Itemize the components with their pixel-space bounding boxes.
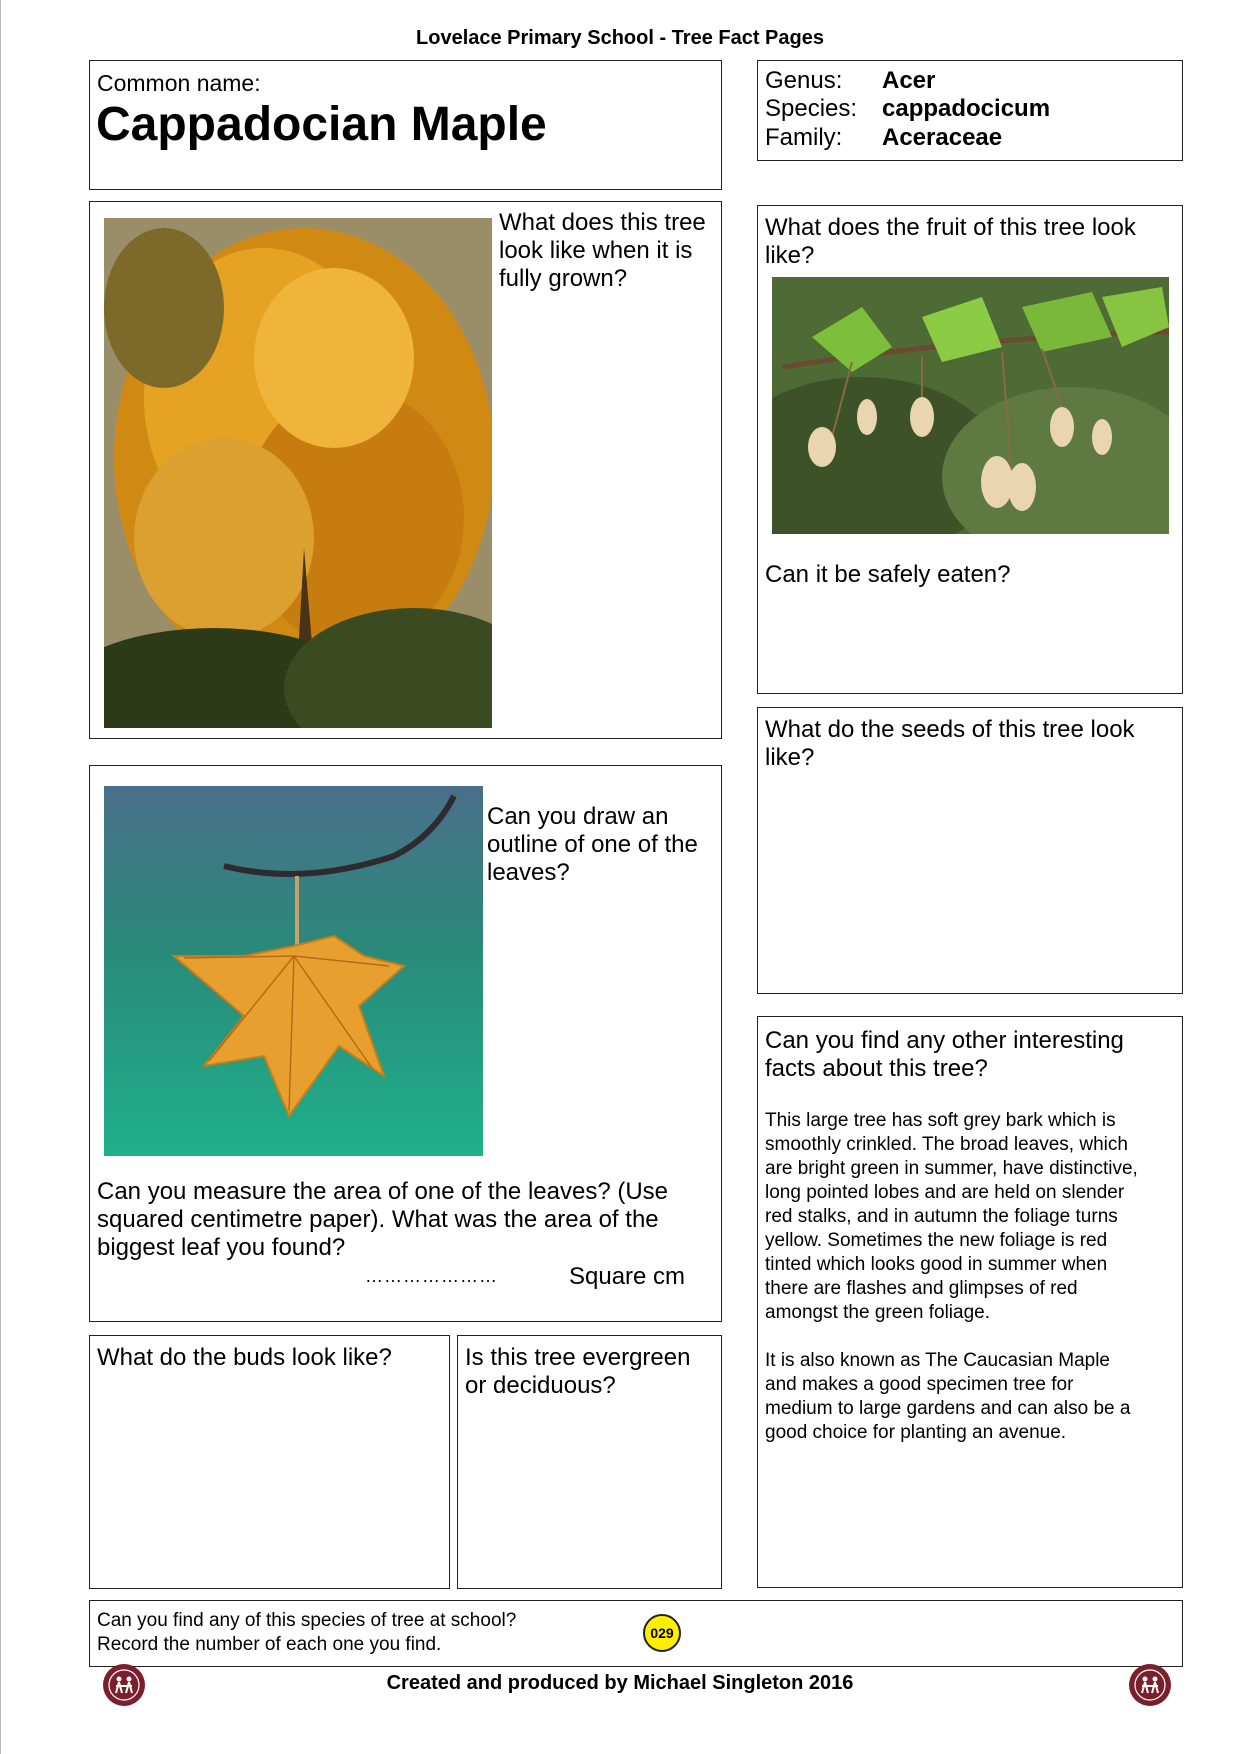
- evergreen-question-1: Is this tree evergreen: [465, 1344, 691, 1371]
- facts-question-1: Can you find any other interesting: [765, 1027, 1124, 1054]
- genus-label: Genus:: [765, 67, 843, 94]
- facts-paragraph-1: [765, 1109, 1138, 1325]
- facts-line: medium to large gardens and can also be a: [765, 1398, 1131, 1419]
- facts-line: tinted which looks good in summer when: [765, 1254, 1108, 1275]
- autumn-maple-tree-photo: [104, 218, 492, 728]
- buds-box: [89, 1335, 450, 1589]
- page-number-badge: 029: [643, 1614, 681, 1652]
- fruit-question-1: What does the fruit of this tree look: [765, 214, 1136, 241]
- leaf-outline-question-2: outline of one of the: [487, 831, 698, 858]
- facts-paragraph-2: [765, 1349, 1130, 1445]
- fully-grown-question-1: What does this tree: [499, 209, 706, 236]
- seeds-box: [757, 707, 1183, 994]
- taxonomy-box: [757, 60, 1183, 161]
- facts-question-2: facts about this tree?: [765, 1055, 988, 1082]
- facts-line: there are flashes and glimpses of red: [765, 1278, 1078, 1299]
- leaf-area-dots: …………………: [365, 1266, 498, 1286]
- footer-credit: Created and produced by Michael Singleton 2016: [386, 1672, 854, 1694]
- buds-question: What do the buds look like?: [97, 1344, 392, 1371]
- leaf-outline-question-3: leaves?: [487, 859, 570, 886]
- maple-fruit-samaras-photo: [772, 277, 1169, 534]
- fruit-question-2: like?: [765, 242, 815, 269]
- leaf-area-unit: Square cm: [569, 1263, 686, 1290]
- facts-line: It is also known as The Caucasian Maple: [765, 1350, 1110, 1371]
- species-label: Species:: [765, 95, 858, 122]
- seeds-question-1: What do the seeds of this tree look: [765, 716, 1135, 743]
- fruit-box: [757, 205, 1183, 694]
- evergreen-box: [457, 1335, 722, 1589]
- school-question-2: Record the number of each one you find.: [97, 1634, 442, 1655]
- leaf-box: [89, 765, 722, 1322]
- fruit-eaten-question: Can it be safely eaten?: [765, 561, 1011, 588]
- common-name: Cappadocian Maple: [96, 98, 547, 151]
- facts-box: [757, 1016, 1183, 1588]
- leaf-measure-line-3: biggest leaf you found?: [97, 1234, 346, 1261]
- facts-line: smoothly crinkled. The broad leaves, which: [765, 1134, 1128, 1155]
- genus-value: Acer: [882, 67, 936, 94]
- school-count-box: [89, 1600, 1183, 1667]
- fully-grown-question-2: look like when it is: [499, 237, 693, 264]
- page-edge: [0, 0, 1, 1754]
- facts-line: are bright green in summer, have distinctive,: [765, 1158, 1138, 1179]
- common-name-box: [89, 60, 722, 190]
- common-name-label: Common name:: [97, 70, 261, 96]
- maple-leaf-photo: [104, 786, 483, 1156]
- leaf-measure-line-2: squared centimetre paper). What was the area of the: [97, 1206, 659, 1233]
- page-header: Lovelace Primary School - Tree Fact Pages: [416, 27, 824, 49]
- facts-line: yellow. Sometimes the new foliage is red: [765, 1230, 1108, 1251]
- leaf-outline-question-1: Can you draw an: [487, 803, 669, 830]
- facts-line: long pointed lobes and are held on slender: [765, 1182, 1125, 1203]
- fully-grown-question-3: fully grown?: [499, 265, 628, 292]
- evergreen-question-2: or deciduous?: [465, 1372, 616, 1399]
- facts-line: good choice for planting an avenue.: [765, 1422, 1067, 1443]
- facts-line: and makes a good specimen tree for: [765, 1374, 1074, 1395]
- family-value: Aceraceae: [882, 124, 1003, 151]
- species-value: cappadocicum: [882, 95, 1051, 122]
- school-question-1: Can you find any of this species of tree at school?: [97, 1610, 517, 1631]
- family-label: Family:: [765, 124, 843, 151]
- facts-line: red stalks, and in autumn the foliage turns: [765, 1206, 1118, 1227]
- facts-line: This large tree has soft grey bark which is: [765, 1110, 1116, 1131]
- fully-grown-box: [89, 201, 722, 739]
- leaf-measure-line-1: Can you measure the area of one of the leaves? (Use: [97, 1178, 669, 1205]
- seeds-question-2: like?: [765, 744, 815, 771]
- school-logo-icon: [1128, 1663, 1172, 1707]
- facts-line: amongst the green foliage.: [765, 1302, 990, 1323]
